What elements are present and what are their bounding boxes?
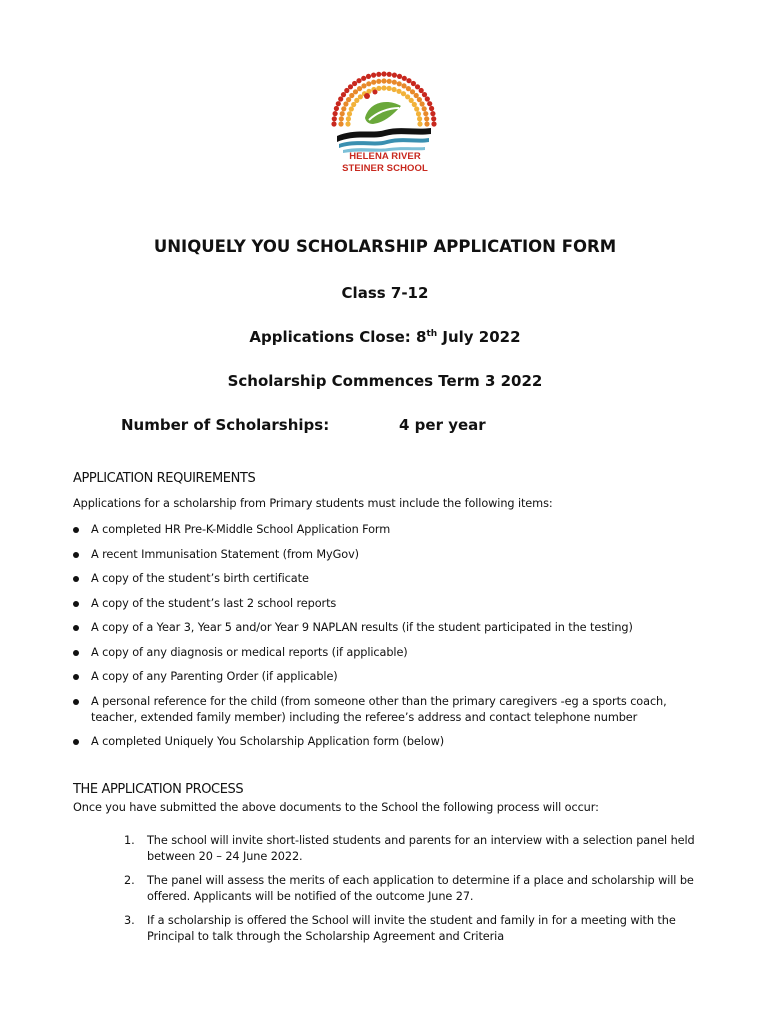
logo-dot [343, 101, 348, 106]
bullet-icon [73, 674, 79, 680]
logo-dot [392, 87, 397, 92]
logo-dot [402, 76, 407, 81]
logo-dot [417, 97, 422, 102]
process-heading: THE APPLICATION PROCESS [73, 782, 244, 797]
logo-dot [387, 86, 392, 91]
logo-dot [417, 121, 422, 126]
logo-dot [397, 74, 402, 79]
logo-dot [351, 102, 356, 107]
logo-dot [348, 84, 353, 89]
logo-dot [406, 78, 411, 83]
requirements-list [73, 522, 713, 759]
logo-dot [424, 121, 429, 126]
logo-dot [397, 81, 402, 86]
logo-dot [358, 94, 363, 99]
logo-dot [349, 93, 354, 98]
list-item: A copy of any Parenting Order (if applicable) [73, 669, 713, 685]
scholarship-count-value: 4 per year [399, 416, 486, 434]
process-intro: Once you have submitted the above documents to the School the following process will occur: [73, 801, 599, 814]
logo-dot [422, 92, 427, 97]
list-item: 1. The school will invite short-listed students and parents for an interview with a selection panel held between 20 – 24 June 2022. [124, 834, 695, 863]
logo-dot [331, 121, 336, 126]
logo-dot [425, 96, 430, 101]
logo-dot [392, 73, 397, 78]
logo-dot [338, 121, 343, 126]
logo-dot [371, 73, 376, 78]
logo-dot [409, 98, 414, 103]
logo-dot [414, 106, 419, 111]
bullet-icon [73, 650, 79, 656]
school-name-line1: HELENA RIVER [349, 151, 421, 162]
applications-close: Applications Close: 8th July 2022 [249, 328, 521, 346]
logo-dot [417, 116, 422, 121]
list-item: A copy of any diagnosis or medical reports (if applicable) [73, 645, 713, 661]
logo-dot [332, 116, 337, 121]
logo-dot [333, 111, 338, 116]
logo-dot [356, 78, 361, 83]
list-item: A personal reference for the child (from someone other than the primary caregivers -eg a sports coach, teacher, extended family member) including the referee’s address and contact telephone number [73, 694, 713, 726]
logo-dot [414, 93, 419, 98]
list-item: A copy of the student’s last 2 school reports [73, 596, 713, 612]
class-range: Class 7-12 [341, 284, 429, 302]
process-steps [124, 833, 704, 953]
logo-dot [366, 74, 371, 79]
logo-dot [371, 80, 376, 85]
logo-dot [376, 79, 381, 84]
logo-dot [346, 97, 351, 102]
logo-dot [366, 81, 371, 86]
logo-dot [381, 78, 386, 83]
bullet-icon [73, 601, 79, 607]
logo-dot [401, 91, 406, 96]
logo-dot [387, 79, 392, 84]
logo-dot [376, 86, 381, 91]
logo-dot [344, 88, 349, 93]
scholarship-count-label: Number of Scholarships: [121, 416, 330, 434]
logo-dot [415, 84, 420, 89]
list-item: 3. If a scholarship is offered the School will invite the student and family in for a meeting with the Principal to talk through the Scholarship Agreement and Criteria [124, 914, 676, 943]
bullet-icon [73, 576, 79, 582]
logo-dot [361, 76, 366, 81]
logo-dot [431, 121, 436, 126]
logo-dot [345, 121, 350, 126]
logo-dot [361, 83, 366, 88]
bullet-icon [73, 527, 79, 533]
logo-dot [401, 83, 406, 88]
logo-dot [423, 111, 428, 116]
bullet-icon [73, 552, 79, 558]
logo-dot [352, 81, 357, 86]
logo-dot [396, 89, 401, 94]
logo-dot [412, 102, 417, 107]
logo-dot [410, 89, 415, 94]
logo-dot [341, 106, 346, 111]
scholarship-commences: Scholarship Commences Term 3 2022 [227, 372, 543, 390]
logo-dot [387, 72, 392, 77]
logo-dot [392, 80, 397, 85]
bullet-icon [73, 739, 79, 745]
logo-dot [347, 111, 352, 116]
logo-dot [430, 111, 435, 116]
logo-dot [339, 116, 344, 121]
logo-dot [334, 106, 339, 111]
logo-dot [420, 101, 425, 106]
logo-dot [406, 86, 411, 91]
logo-dot [422, 106, 427, 111]
logo-dot [419, 88, 424, 93]
form-title: UNIQUELY YOU SCHOLARSHIP APPLICATION FORM [153, 237, 617, 256]
logo-red-berry [364, 93, 370, 99]
school-name-line2: STEINER SCHOOL [342, 163, 428, 174]
list-item: 2. The panel will assess the merits of each application to determine if a place and scholarship will be offered. Applicants will be notified of the outcome June 27. [124, 874, 694, 903]
logo-red-berry [373, 90, 378, 95]
logo-dot [427, 101, 432, 106]
logo-dot [338, 96, 343, 101]
requirements-intro: Applications for a scholarship from Primary students must include the following items: [73, 497, 553, 510]
bullet-icon [73, 699, 79, 705]
logo-dot [340, 111, 345, 116]
logo-dot [353, 89, 358, 94]
list-item: A recent Immunisation Statement (from MyGov) [73, 547, 713, 563]
logo-dot [349, 106, 354, 111]
list-item: A completed HR Pre-K-Middle School Application Form [73, 522, 713, 538]
logo-dot [346, 116, 351, 121]
logo-dot [416, 111, 421, 116]
logo-dot [431, 116, 436, 121]
logo-dot [429, 106, 434, 111]
logo-water-wave-teal [339, 138, 429, 148]
bullet-icon [73, 625, 79, 631]
logo-green-leaf-icon [365, 102, 401, 124]
list-item: A copy of the student’s birth certificate [73, 571, 713, 587]
logo-dot [376, 72, 381, 77]
requirements-heading: APPLICATION REQUIREMENTS [73, 471, 256, 486]
logo-dot [424, 116, 429, 121]
logo-dot [381, 85, 386, 90]
logo-dot [381, 71, 386, 76]
list-item: A completed Uniquely You Scholarship Application form (below) [73, 734, 713, 750]
logo-dot [336, 101, 341, 106]
logo-dot [357, 86, 362, 91]
logo-dot [411, 81, 416, 86]
list-item: A copy of a Year 3, Year 5 and/or Year 9 NAPLAN results (if the student participated in the testing) [73, 620, 713, 636]
logo-dot [341, 92, 346, 97]
